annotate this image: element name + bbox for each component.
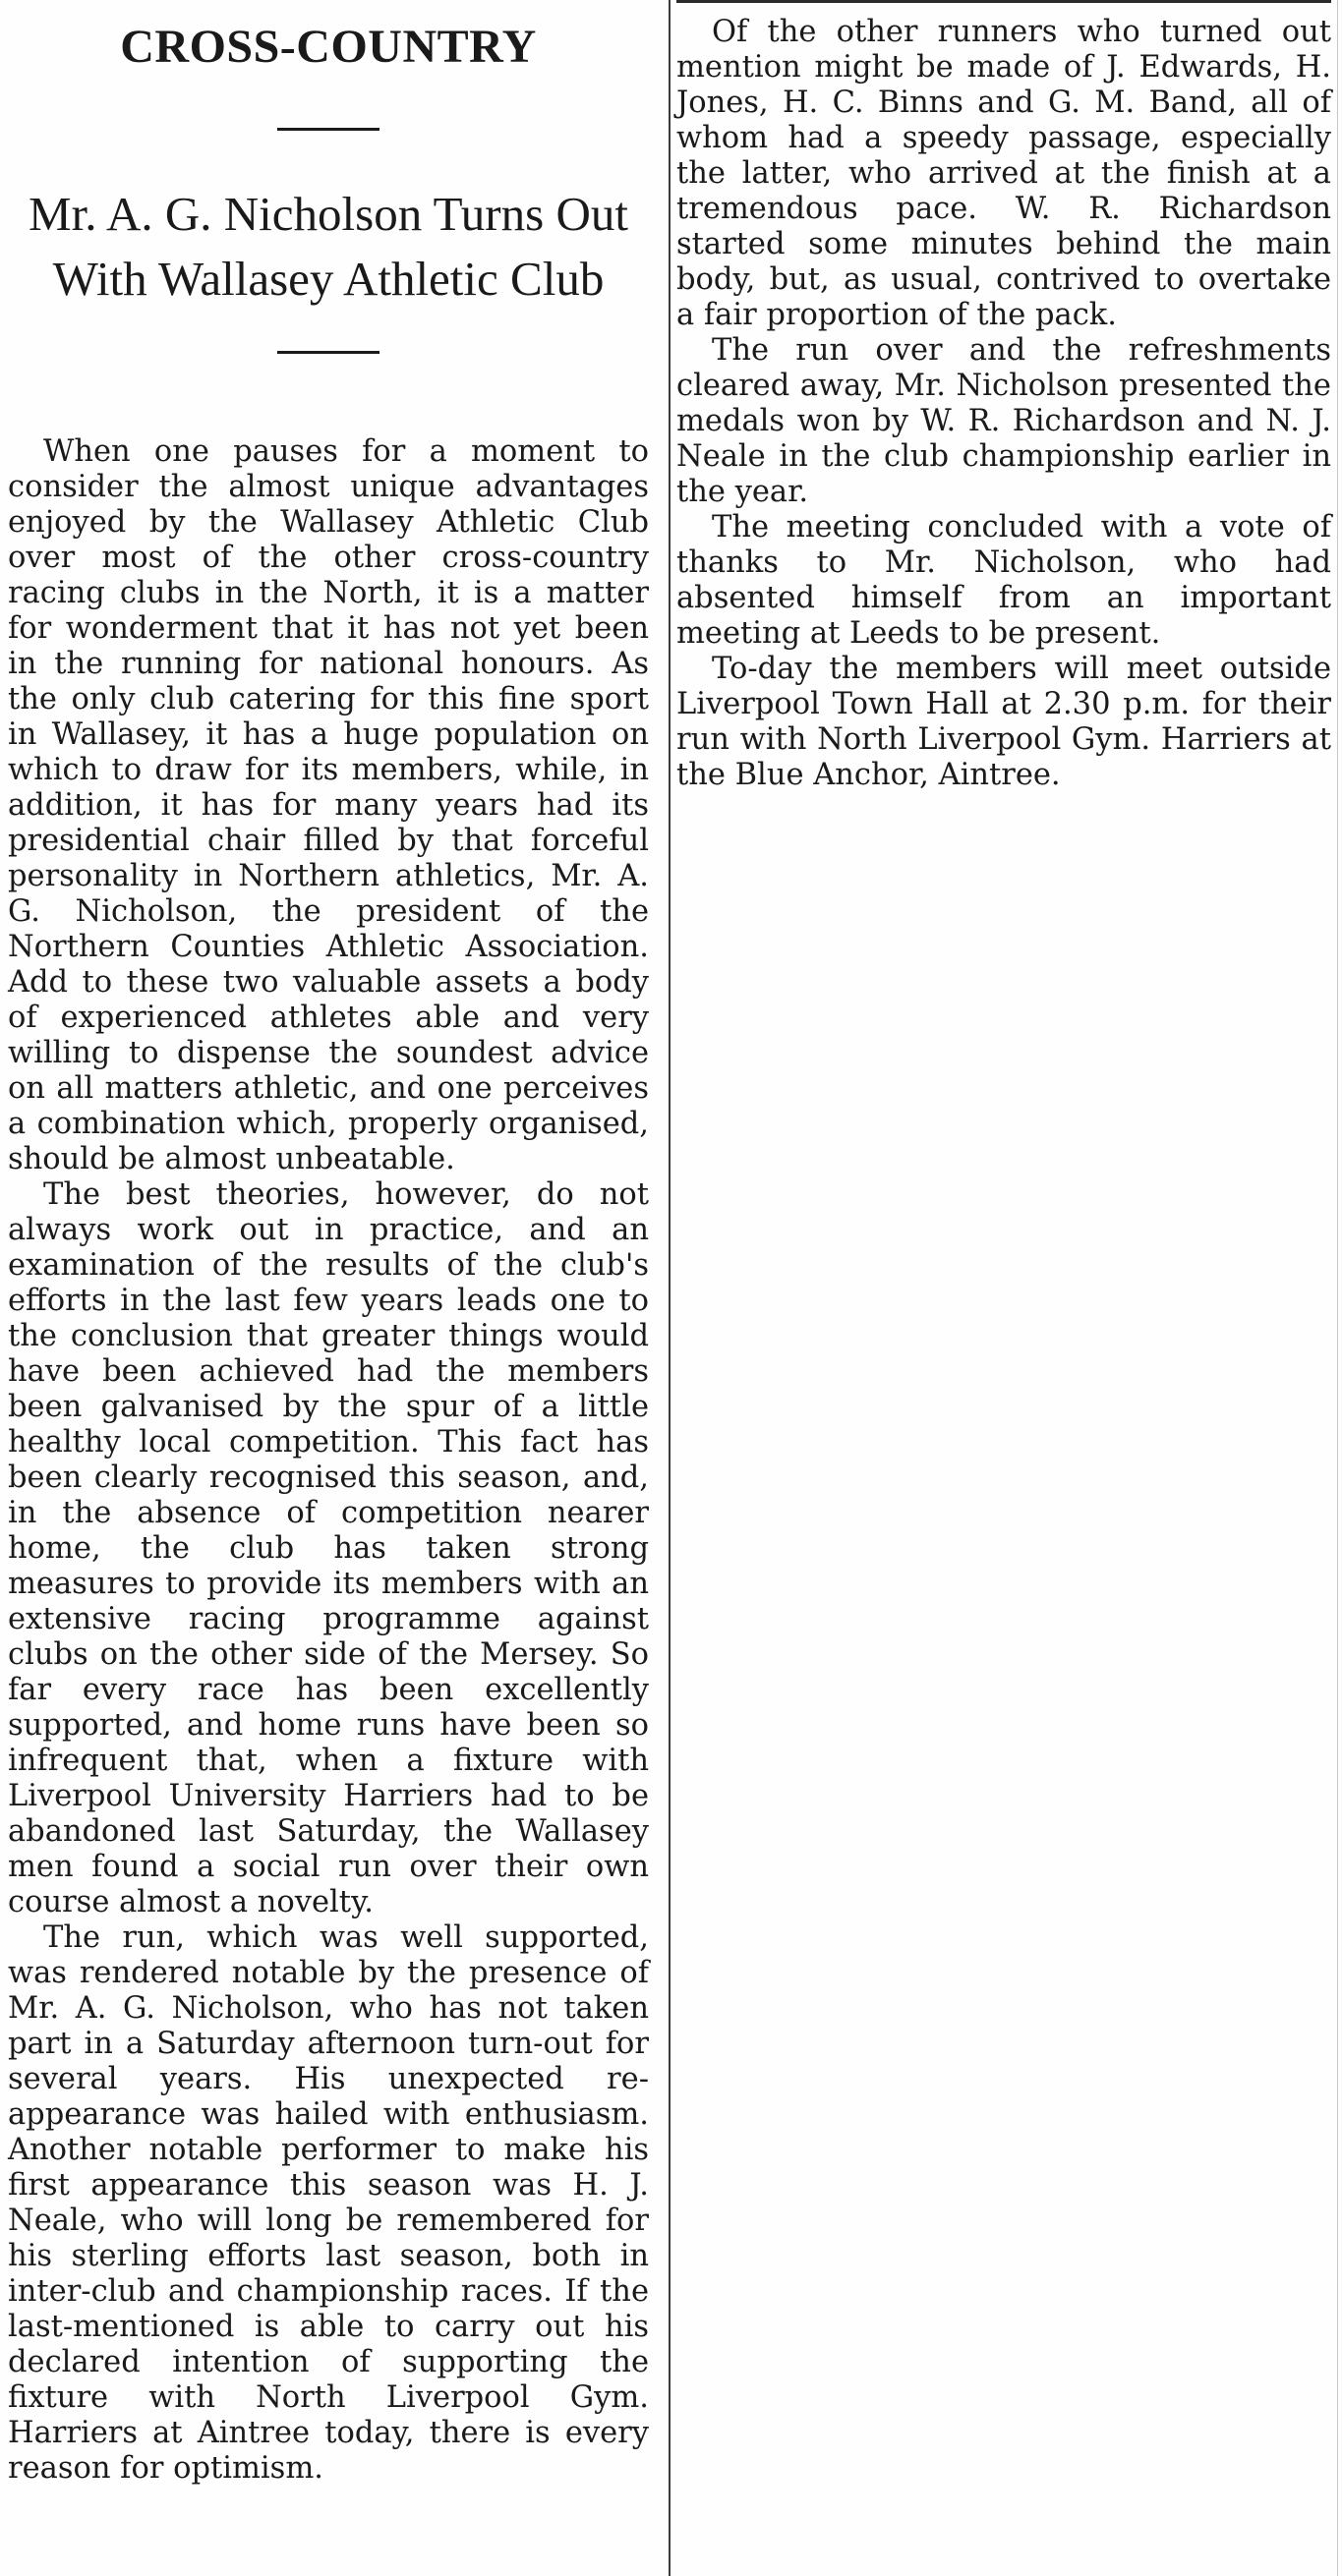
paragraph: The run, which was well supported, was rendered notable by the presence of Mr. A. G. Nicholson, who has not taken part in a Saturday afternoon turn-out for several years. His unexpected re-appearance was hailed with enthusiasm. Another notable performer to make his first appearance this season was H. J. Neale, who will long be remembered for his sterling efforts last season, both in inter-club and championship races. If the last-mentioned is able to carry out his declared intention of supporting the fixture with North Liverpool Gym. Harriers at Aintree today, there is every reason for optimism. bbox=[8, 1920, 649, 2486]
paragraph: To-day the members will meet outside Liverpool Town Hall at 2.30 p.m. for their run with North Liverpool Gym. Harriers at the Blue Anchor, Aintree. bbox=[676, 652, 1331, 792]
subheadline: Mr. A. G. Nicholson Turns Out With Wallasey Athletic Club bbox=[29, 187, 628, 306]
right-column-body bbox=[676, 15, 1331, 793]
paragraph: The run over and the refreshments cleared away, Mr. Nicholson presented the medals won by W. R. Richardson and N. J. Neale in the club championship earlier in the year. bbox=[676, 333, 1331, 509]
paragraph: The meeting concluded with a vote of thanks to Mr. Nicholson, who had absented himself from an important meeting at Leeds to be present. bbox=[676, 510, 1331, 651]
headline-divider bbox=[277, 128, 379, 131]
left-column-body bbox=[8, 434, 649, 2487]
headline: CROSS-COUNTRY bbox=[120, 21, 537, 73]
column-divider bbox=[669, 0, 671, 2576]
subheadline-divider bbox=[277, 351, 379, 354]
paragraph: Of the other runners who turned out mention might be made of J. Edwards, H. Jones, H. C. Binns and G. M. Band, all of whom had a speedy passage, especially the latter, who arrived at the finish at a tremendous pace. W. R. Richardson started some minutes behind the main body, but, as usual, contrived to overtake a fair proportion of the pack. bbox=[676, 15, 1331, 332]
paragraph: When one pauses for a moment to consider the almost unique advantages enjoyed by the Wallasey Athletic Club over most of the other cross-country racing clubs in the North, it is a matter for wonderment that it has not yet been in the running for national honours. As the only club catering for this fine sport in Wallasey, it has a huge population on which to draw for its members, while, in addition, it has for many years had its presidential chair filled by that forceful personality in Northern athletics, Mr. A. G. Nicholson, the president of the Northern Counties Athletic Association. Add to these two valuable assets a body of experienced athletes able and very willing to dispense the soundest advice on all matters athletic, and one perceives a combination which, properly organised, should be almost unbeatable. bbox=[8, 434, 649, 1176]
top-rule bbox=[676, 0, 1331, 3]
left-column bbox=[8, 0, 649, 2487]
paragraph: The best theories, however, do not always work out in practice, and an examination of the results of the club's efforts in the last few years leads one to the conclusion that greater things would have been achieved had the members been galvanised by the spur of a little healthy local competition. This fact has been clearly recognised this season, and, in the absence of competition nearer home, the club has taken strong measures to provide its members with an extensive racing programme against clubs on the other side of the Mersey. So far every race has been excellently supported, and home runs have been so infrequent that, when a fixture with Liverpool University Harriers had to be abandoned last Saturday, the Wallasey men found a social run over their own course almost a novelty. bbox=[8, 1177, 649, 1919]
right-column bbox=[676, 0, 1331, 793]
page-edge bbox=[1337, 0, 1338, 2576]
